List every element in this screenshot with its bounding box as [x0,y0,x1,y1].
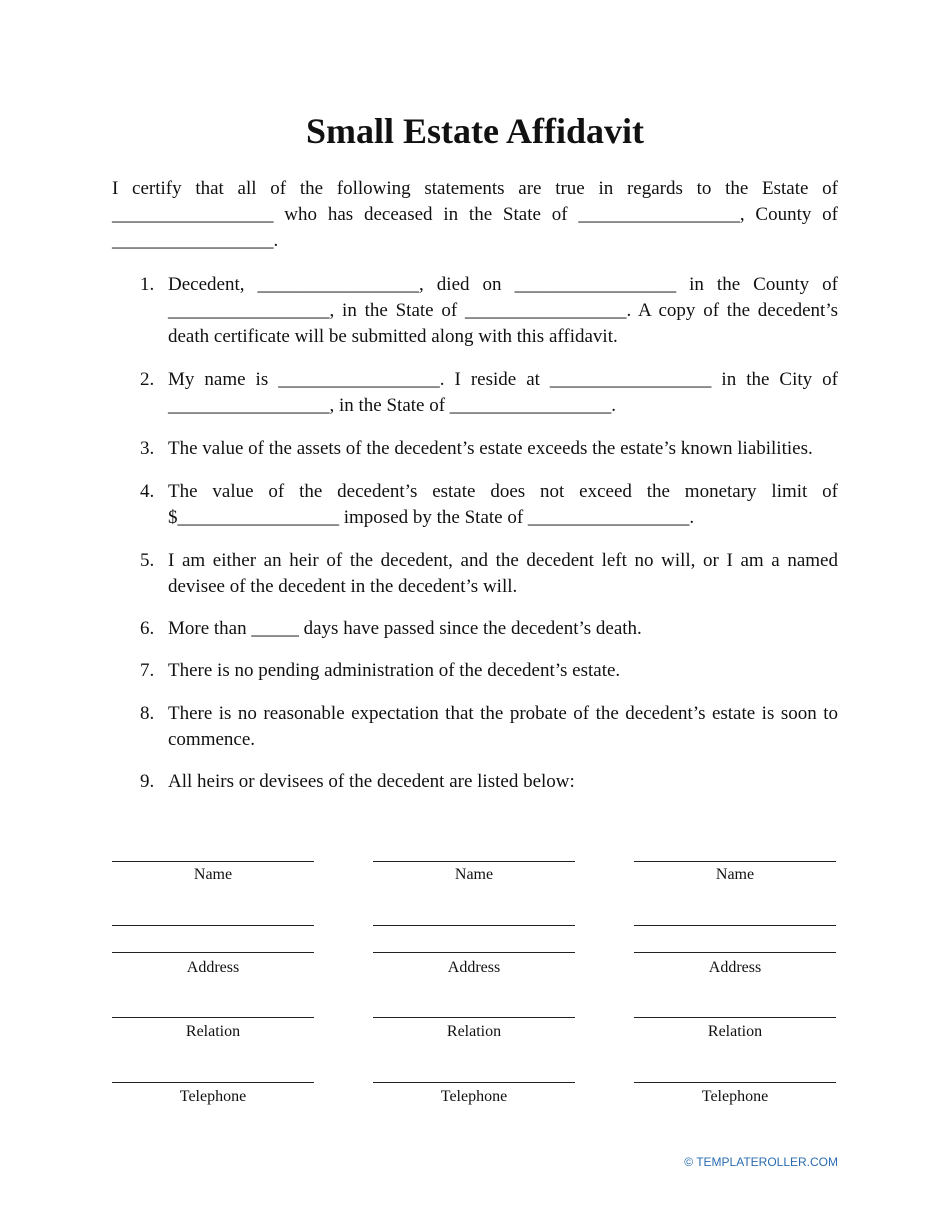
name-label: Name [193,866,233,883]
statement-item [112,272,838,350]
relation-label: Relation [707,1023,763,1040]
relation-line [634,1017,836,1018]
statement-number: 7. [140,660,155,681]
statement-text: All heirs or devisees of the decedent are listed below: [168,771,575,792]
address-line [373,952,575,953]
statement-text: There is no pending administration of the decedent’s estate. [168,660,621,681]
name-line [112,861,314,862]
statement-number: 9. [140,771,155,792]
statement-number: 1. [140,274,155,295]
address-line [373,925,575,926]
address-label: Address [186,959,240,976]
telephone-line [634,1082,836,1083]
name-line [373,861,575,862]
statement-item [112,616,838,642]
telephone-line [112,1082,314,1083]
statement-list [112,272,838,795]
address-label: Address [708,959,762,976]
statement-text: More than _____ days have passed since the decedent’s death. [168,618,642,639]
name-label: Name [715,866,755,883]
statement-number: 6. [140,618,155,639]
statement-number: 5. [140,550,155,571]
statement-text: My name is _________________. I reside at _________________ in the City of _________________, in the State of _________________. [168,369,838,416]
statement-item [112,479,838,531]
statement-number: 8. [140,703,155,724]
statement-text: The value of the decedent’s estate does not exceed the monetary limit of $_________________ imposed by the State of _________________. [168,481,838,528]
telephone-label: Telephone [440,1088,508,1105]
statement-number: 3. [140,438,155,459]
statement-item [112,769,838,795]
telephone-label: Telephone [179,1088,247,1105]
relation-label: Relation [446,1023,502,1040]
statement-item [112,436,838,462]
statement-item [112,367,838,419]
address-line [112,952,314,953]
telephone-label: Telephone [701,1088,769,1105]
statement-item [112,548,838,600]
statement-text: Decedent, _________________, died on _________________ in the County of _________________, in the State of _________________. A copy of the decedent’s death certificate will be submitted along with this affidavit. [168,274,838,347]
statement-text: There is no reasonable expectation that the probate of the decedent’s estate is soon to commence. [168,703,838,750]
relation-line [373,1017,575,1018]
statement-number: 2. [140,369,155,390]
address-label: Address [447,959,501,976]
page-title: Small Estate Affidavit [306,111,644,151]
address-line [634,925,836,926]
name-label: Name [454,866,494,883]
statement-number: 4. [140,481,155,502]
address-line [112,925,314,926]
statement-item [112,658,838,684]
statement-text: The value of the assets of the decedent’s estate exceeds the estate’s known liabilities. [168,438,813,459]
name-line [634,861,836,862]
statement-text: I am either an heir of the decedent, and the decedent left no will, or I am a named devisee of the decedent in the decedent’s will. [168,550,838,597]
intro-paragraph: I certify that all of the following statements are true in regards to the Estate of _________________ who has deceased in the State of _________________, County of _________________. [112,178,838,251]
relation-line [112,1017,314,1018]
address-line [634,952,836,953]
relation-label: Relation [185,1023,241,1040]
statement-item [112,701,838,753]
templateroller-link[interactable]: © TEMPLATEROLLER.COM [684,1155,838,1169]
telephone-line [373,1082,575,1083]
